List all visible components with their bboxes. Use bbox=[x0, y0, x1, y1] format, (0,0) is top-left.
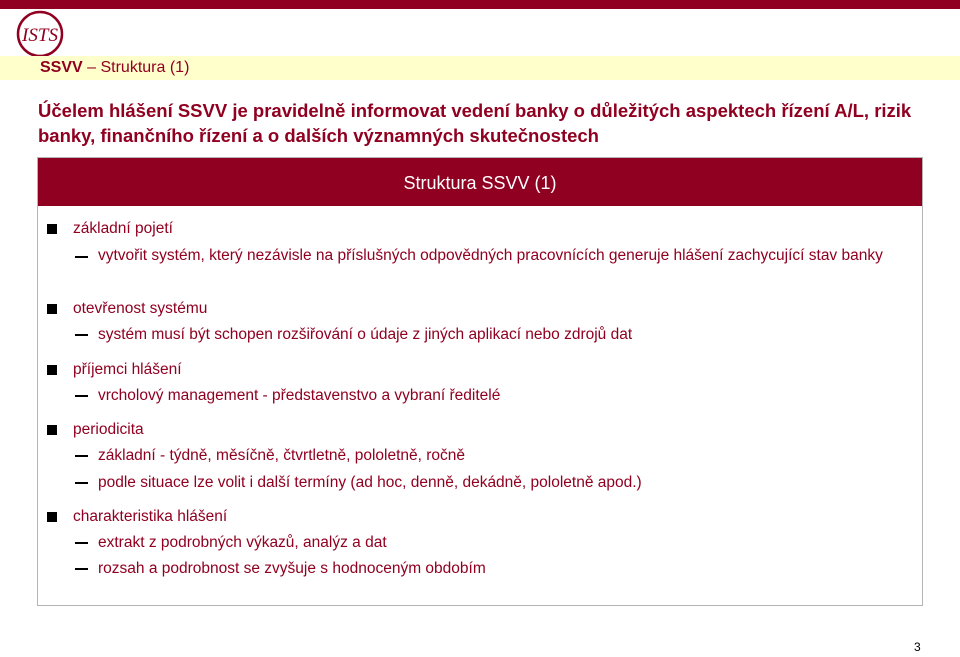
slide-heading: Účelem hlášení SSVV je pravidelně informovat vedení banky o důležitých aspektech řízení A/L, rizik banky, finančního řízení a o dalších významných skutečnostech bbox=[38, 100, 912, 146]
dash-icon bbox=[75, 256, 88, 258]
bullet-square-icon bbox=[47, 365, 57, 375]
bullet-square-icon bbox=[47, 425, 57, 435]
sub-bullet-item: rozsah a podrobnost se zvyšuje s hodnoceným obdobím bbox=[98, 560, 486, 577]
bullet-square-icon bbox=[47, 512, 57, 522]
bullet-item: základní pojetí bbox=[73, 220, 173, 237]
panel-title: Struktura SSVV (1) bbox=[38, 158, 922, 206]
top-bar bbox=[0, 0, 960, 9]
dash-icon bbox=[75, 482, 88, 484]
sub-bullet-item: základní - týdně, měsíčně, čtvrtletně, pololetně, ročně bbox=[98, 447, 466, 464]
slide-title-bold: SSVV bbox=[40, 59, 83, 76]
structure-panel bbox=[37, 157, 923, 606]
dash-icon bbox=[75, 568, 88, 570]
dash-icon bbox=[75, 455, 88, 457]
bullet-square-icon bbox=[47, 224, 57, 234]
sub-bullet-item: systém musí být schopen rozšiřování o údaje z jiných aplikací nebo zdrojů dat bbox=[98, 326, 633, 343]
dash-icon bbox=[75, 542, 88, 544]
bullet-item: periodicita bbox=[73, 421, 144, 438]
sub-bullet-item: extrakt z podrobných výkazů, analýz a dat bbox=[98, 534, 387, 551]
svg-text:ISTS: ISTS bbox=[22, 25, 58, 46]
sub-bullet-item: vytvořit systém, který nezávisle na příslušných odpovědných pracovnících generuje hlášení zachycující stav banky bbox=[98, 247, 883, 264]
bullet-item: otevřenost systému bbox=[73, 300, 208, 317]
sub-bullet-item: vrcholový management - představenstvo a vybraní ředitelé bbox=[98, 387, 501, 404]
sub-bullet-item: podle situace lze volit i další termíny (ad hoc, denně, dekádně, pololetně apod.) bbox=[98, 474, 642, 491]
ists-logo bbox=[14, 8, 66, 60]
slide-title bbox=[40, 59, 189, 77]
bullet-square-icon bbox=[47, 304, 57, 314]
dash-icon bbox=[75, 395, 88, 397]
dash-icon bbox=[75, 334, 88, 336]
bullet-item: příjemci hlášení bbox=[73, 361, 182, 378]
page-number: 3 bbox=[914, 640, 921, 654]
bullet-item: charakteristika hlášení bbox=[73, 508, 228, 525]
slide-title-rest: – Struktura (1) bbox=[87, 59, 190, 76]
